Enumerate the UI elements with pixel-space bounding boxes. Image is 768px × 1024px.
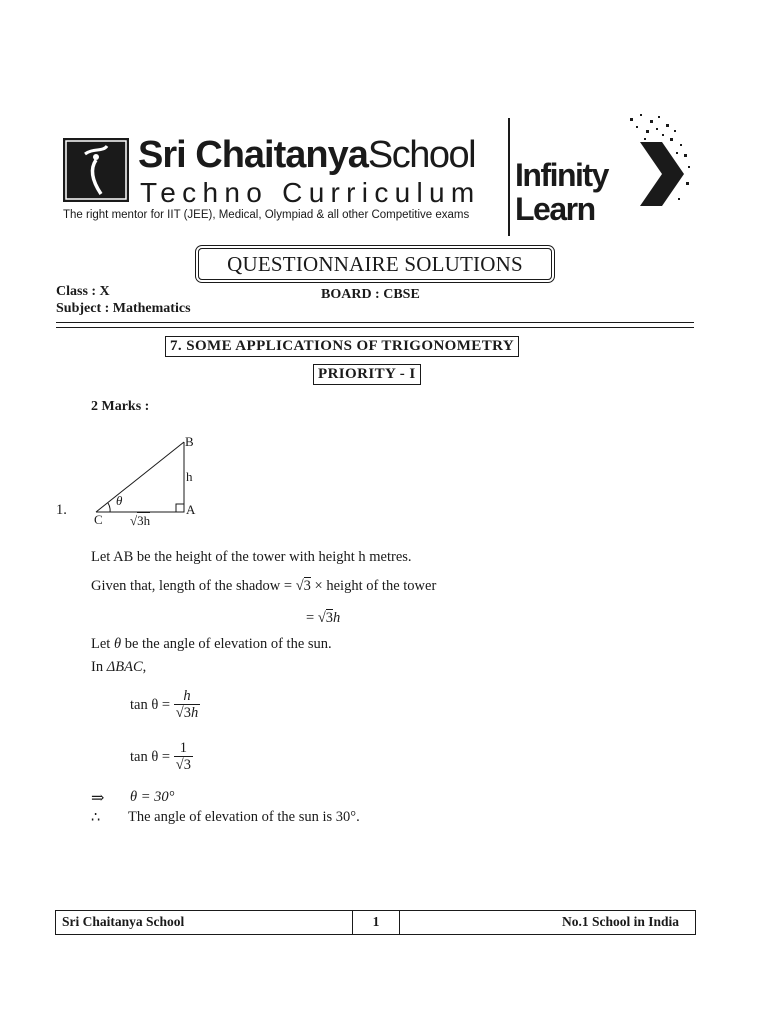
header-rule-bottom xyxy=(56,327,694,328)
document-title: QUESTIONNAIRE SOLUTIONS xyxy=(227,251,523,276)
base-label-root: 3h xyxy=(137,513,151,528)
angle-label: θ xyxy=(116,493,123,508)
partner-logo-line1: Infinity xyxy=(515,157,608,193)
solution-line-4-theta: θ xyxy=(113,636,122,652)
equation-2-root: 3 xyxy=(183,757,191,773)
brand-name xyxy=(138,133,475,177)
priority-label: PRIORITY - I xyxy=(313,364,421,385)
equation-1 xyxy=(130,688,200,722)
subject-label: Subject : Mathematics xyxy=(56,301,191,316)
therefore-icon: ∴ xyxy=(91,810,101,826)
solution-line-1: Let AB be the height of the tower with height h metres. xyxy=(91,549,412,565)
brand-tagline: The right mentor for IIT (JEE), Medical, Olympiad & all other Competitive exams xyxy=(63,209,470,221)
vertex-label-a: A xyxy=(186,502,196,517)
sqrt-sign-icon: √ xyxy=(295,578,304,594)
vertex-label-c: C xyxy=(94,512,103,527)
solution-line-5 xyxy=(91,659,146,676)
equation-1-root: 3 xyxy=(183,705,191,721)
sqrt-sign-icon: √ xyxy=(175,705,184,721)
brand-name-bold: Sri Chaitanya xyxy=(138,134,368,176)
height-label: h xyxy=(186,469,193,484)
solution-line-3-root: 3 xyxy=(325,610,334,626)
question-number: 1. xyxy=(56,502,67,518)
board-label: BOARD : CBSE xyxy=(321,287,420,302)
footer-school-name: Sri Chaitanya School xyxy=(56,911,353,934)
footer-slogan: No.1 School in India xyxy=(561,914,679,929)
vertex-label-b: B xyxy=(185,434,194,449)
conclusion-line: The angle of elevation of the sun is 30°. xyxy=(128,809,360,825)
solution-line-2 xyxy=(91,578,436,595)
equation-2-numerator: 1 xyxy=(179,740,187,756)
solution-line-3-eq: = xyxy=(306,610,318,626)
equation-2-denominator xyxy=(174,756,193,774)
solution-line-4 xyxy=(91,636,332,653)
base-label xyxy=(130,513,150,529)
school-emblem-icon xyxy=(63,138,129,202)
solution-line-2-root: 3 xyxy=(303,578,311,594)
solution-line-5-text: In xyxy=(91,659,107,675)
partner-logo-line2: Learn xyxy=(515,191,595,227)
equation-2 xyxy=(130,740,193,774)
header-divider xyxy=(508,118,510,236)
equation-1-lhs: tan θ = xyxy=(130,696,174,713)
solution-line-3 xyxy=(306,610,340,627)
solution-line-5-triangle: ΔBAC xyxy=(106,659,143,675)
equation-1-den-var: h xyxy=(190,705,199,721)
equation-2-lhs: tan θ = xyxy=(130,748,174,765)
section-heading: 2 Marks : xyxy=(91,399,150,414)
equation-1-denominator xyxy=(174,704,200,722)
solution-line-2-text: Given that, length of the shadow = xyxy=(91,578,296,594)
sqrt-sign-icon: √ xyxy=(317,610,326,626)
header-rule-top xyxy=(56,322,694,323)
brand-name-light: School xyxy=(367,134,476,176)
solution-line-4-tail: be the angle of elevation of the sun. xyxy=(121,636,332,652)
solution-line-3-var: h xyxy=(333,610,341,626)
footer-page-number: 1 xyxy=(353,911,400,934)
partner-chevron-icon xyxy=(600,112,696,232)
solution-line-2-tail: × height of the tower xyxy=(310,578,437,594)
solution-line-5-tail: , xyxy=(142,659,147,675)
implies-icon: ⇒ xyxy=(91,790,105,807)
equation-2-fraction xyxy=(174,740,193,774)
equation-1-numerator: h xyxy=(183,688,191,704)
sqrt-sign-icon: √ xyxy=(175,757,184,773)
result-equation: θ = 30° xyxy=(130,789,175,805)
class-label: Class : X xyxy=(56,284,110,299)
solution-line-4-text: Let xyxy=(91,636,114,652)
page-footer xyxy=(55,910,696,935)
school-logo xyxy=(63,138,129,202)
equation-1-fraction xyxy=(174,688,200,722)
sqrt-sign-icon: √ xyxy=(130,513,138,528)
document-title-box xyxy=(198,248,552,280)
brand-subtitle: Techno Curriculum xyxy=(140,177,481,208)
chapter-title: 7. SOME APPLICATIONS OF TRIGONOMETRY xyxy=(165,336,519,357)
